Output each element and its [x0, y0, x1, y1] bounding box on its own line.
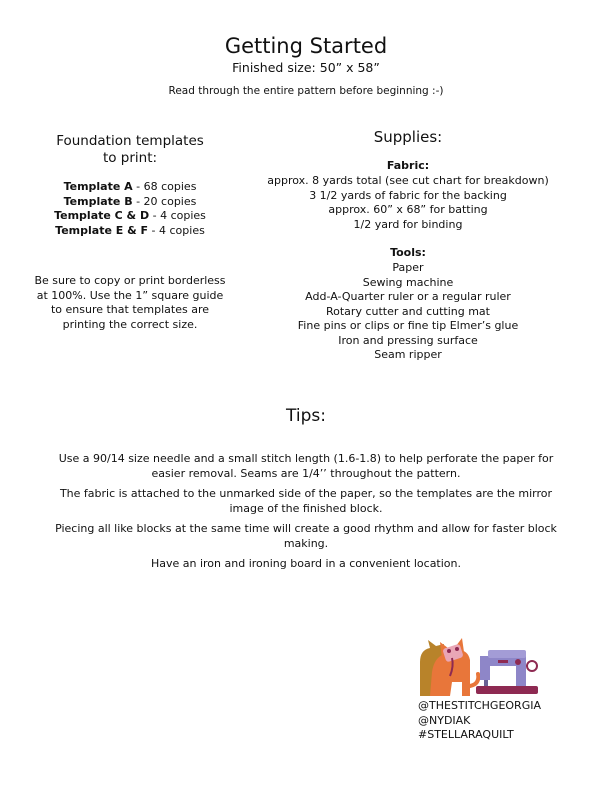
tool-item: Add-A-Quarter ruler or a regular ruler [305, 290, 511, 303]
page-title: Getting Started [224, 34, 388, 58]
template-name: Template C & D [54, 209, 150, 222]
template-copies: - 68 copies [132, 180, 197, 193]
print-note-line: at 100%. Use the 1” square guide [36, 288, 224, 302]
tool-item: Rotary cutter and cutting mat [325, 304, 490, 318]
social-handle: #STELLARAQUILT [418, 728, 514, 741]
tip-item [50, 522, 562, 551]
print-note-line: Be sure to copy or print borderless [34, 274, 226, 287]
print-note [20, 274, 240, 332]
foundation-heading-line1: Foundation templates [56, 133, 204, 149]
tip-line: making. [283, 536, 329, 550]
tips-heading: Tips: [286, 406, 326, 426]
tool-item: Paper [392, 261, 424, 274]
template-name: Template B [63, 194, 133, 208]
tip-line: Have an iron and ironing board in a convenient location. [150, 557, 462, 570]
template-copies: - 20 copies [132, 194, 197, 208]
print-note-line: printing the correct size. [62, 317, 198, 331]
fabric-item: approx. 8 yards total (see cut chart for breakdown) [267, 174, 549, 187]
tip-item [50, 452, 562, 481]
foundation-heading-line2: to print: [102, 150, 158, 166]
social-handle: @THESTITCHGEORGIA [418, 699, 541, 712]
sewing-machine-icon [476, 650, 538, 694]
tool-item: Iron and pressing surface [338, 333, 478, 347]
tools-heading: Tools: [390, 246, 426, 259]
tip-line: The fabric is attached to the unmarked side of the paper, so the templates are the mirror [59, 487, 553, 500]
fabric-item: approx. 60” x 68” for batting [328, 203, 488, 216]
template-list [40, 180, 220, 238]
cat-icon [420, 638, 478, 696]
template-item [40, 180, 220, 195]
fabric-item: 1/2 yard for binding [353, 217, 463, 231]
tool-item: Fine pins or clips or fine tip Elmer’s glue [297, 319, 519, 332]
foundation-heading [40, 133, 220, 167]
tip-line: Use a 90/14 size needle and a small stitch length (1.6-1.8) to help perforate the paper for [58, 452, 554, 465]
intro-text: Read through the entire pattern before beginning :-) [168, 85, 444, 97]
print-note-line: to ensure that templates are [50, 303, 210, 316]
fabric-heading: Fabric: [386, 159, 430, 172]
tools-list [250, 261, 566, 363]
tip-line: easier removal. Seams are 1/4’’ throughout the pattern. [151, 466, 461, 480]
tip-line: image of the finished block. [229, 501, 383, 515]
tip-item [50, 487, 562, 516]
tip-item [50, 557, 562, 572]
template-copies: - 4 copies [149, 209, 206, 222]
fabric-item: 3 1/2 yards of fabric for the backing [309, 188, 507, 202]
supplies-heading: Supplies: [373, 128, 443, 146]
template-name: Template E & F [55, 223, 149, 237]
template-copies: - 4 copies [148, 223, 205, 237]
tool-item: Seam ripper [374, 348, 442, 361]
social-handles [418, 699, 541, 743]
tool-item: Sewing machine [362, 275, 454, 289]
illustration [414, 636, 540, 698]
template-item [40, 209, 220, 224]
finished-size: Finished size: 50” x 58” [232, 60, 380, 75]
tips-list [50, 452, 562, 578]
template-item [40, 224, 220, 239]
fabric-list [250, 174, 566, 232]
template-item [40, 195, 220, 210]
tip-line: Piecing all like blocks at the same time will create a good rhythm and allow for faster block [55, 522, 557, 535]
template-name: Template A [63, 180, 133, 193]
social-handle: @NYDIAK [418, 713, 471, 727]
